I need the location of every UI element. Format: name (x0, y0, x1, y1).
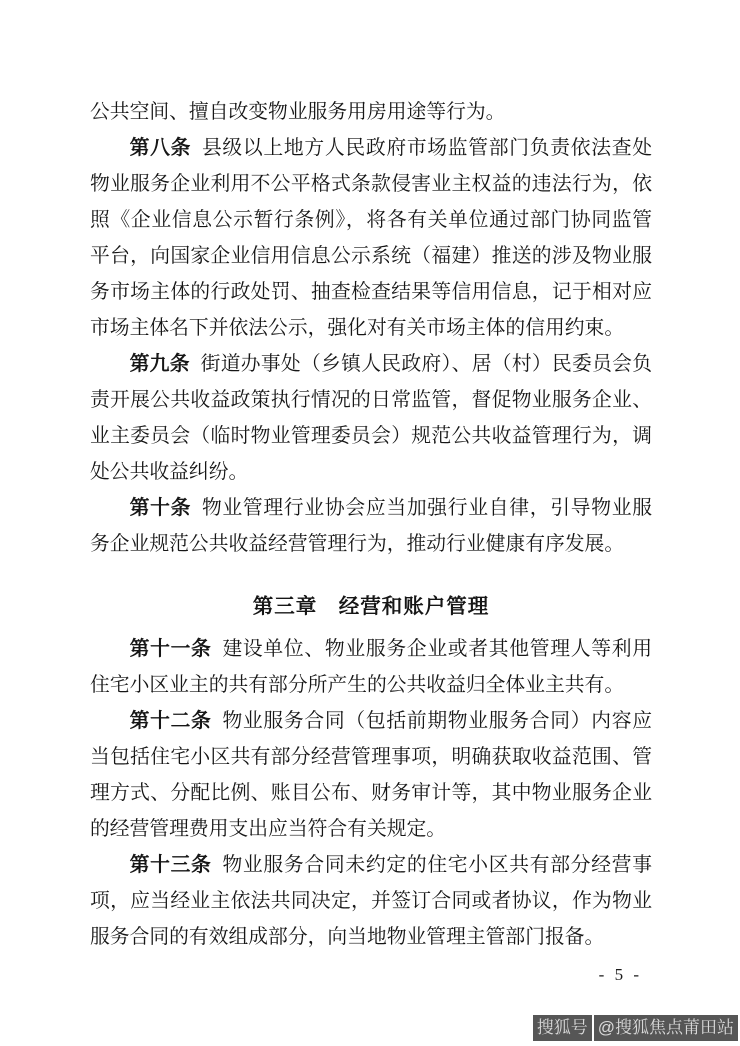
article-8-text: 县级以上地方人民政府市场监管部门负责依法查处物业服务企业利用不公平格式条款侵害业主权益的违法行为，依照《企业信息公示暂行条例》，将各有关单位通过部门协同监管平台，向国家企业信用信息公示系统（福建）推送的涉及物业服务市场主体的行政处罚、抽查检查结果等信用信息，记于相对应市场主体名下并依法公示，强化对有关市场主体的信用约束。 (90, 137, 652, 339)
article-9-text: 街道办事处（乡镇人民政府）、居（村）民委员会负责开展公共收益政策执行情况的日常监管，督促物业服务企业、业主委员会（临时物业管理委员会）规范公共收益管理行为，调处公共收益纠纷。 (90, 353, 652, 483)
article-8-label: 第八条 (129, 137, 192, 159)
watermark (533, 1015, 738, 1041)
article-9-label: 第九条 (129, 353, 190, 375)
paragraph-article-9 (90, 346, 652, 490)
watermark-account-name: @搜狐焦点莆田站 (594, 1015, 738, 1041)
paragraph-article-10 (90, 490, 652, 562)
article-10-text: 物业管理行业协会应当加强行业自律，引导物业服务企业规范公共收益经营管理行为，推动行业健康有序发展。 (90, 497, 652, 555)
document-body (90, 94, 652, 955)
paragraph-article-8 (90, 130, 652, 346)
watermark-account-label: 搜狐号 (533, 1015, 592, 1041)
article-10-label: 第十条 (129, 497, 192, 519)
article-12-label: 第十二条 (129, 710, 212, 732)
article-11-text: 建设单位、物业服务企业或者其他管理人等利用住宅小区业主的共有部分所产生的公共收益归全体业主共有。 (90, 638, 652, 696)
article-11-label: 第十一条 (129, 638, 212, 660)
paragraph-article-11 (90, 631, 652, 703)
article-13-label: 第十三条 (129, 854, 212, 876)
paragraph-article-12 (90, 703, 652, 847)
chapter-heading: 第三章 经营和账户管理 (252, 596, 490, 618)
paragraph-article-13 (90, 847, 652, 955)
article-12-text: 物业服务合同（包括前期物业服务合同）内容应当包括住宅小区共有部分经营管理事项，明确获取收益范围、管理方式、分配比例、账目公布、财务审计等，其中物业服务企业的经营管理费用支出应当符合有关规定。 (90, 710, 652, 840)
article-13-text: 物业服务合同未约定的住宅小区共有部分经营事项，应当经业主依法共同决定，并签订合同或者协议，作为物业服务合同的有效组成部分，向当地物业管理主管部门报备。 (90, 854, 652, 948)
paragraph-continuation: 公共空间、擅自改变物业服务用房用途等行为。 (90, 101, 506, 123)
page-number: - 5 - (598, 965, 642, 984)
